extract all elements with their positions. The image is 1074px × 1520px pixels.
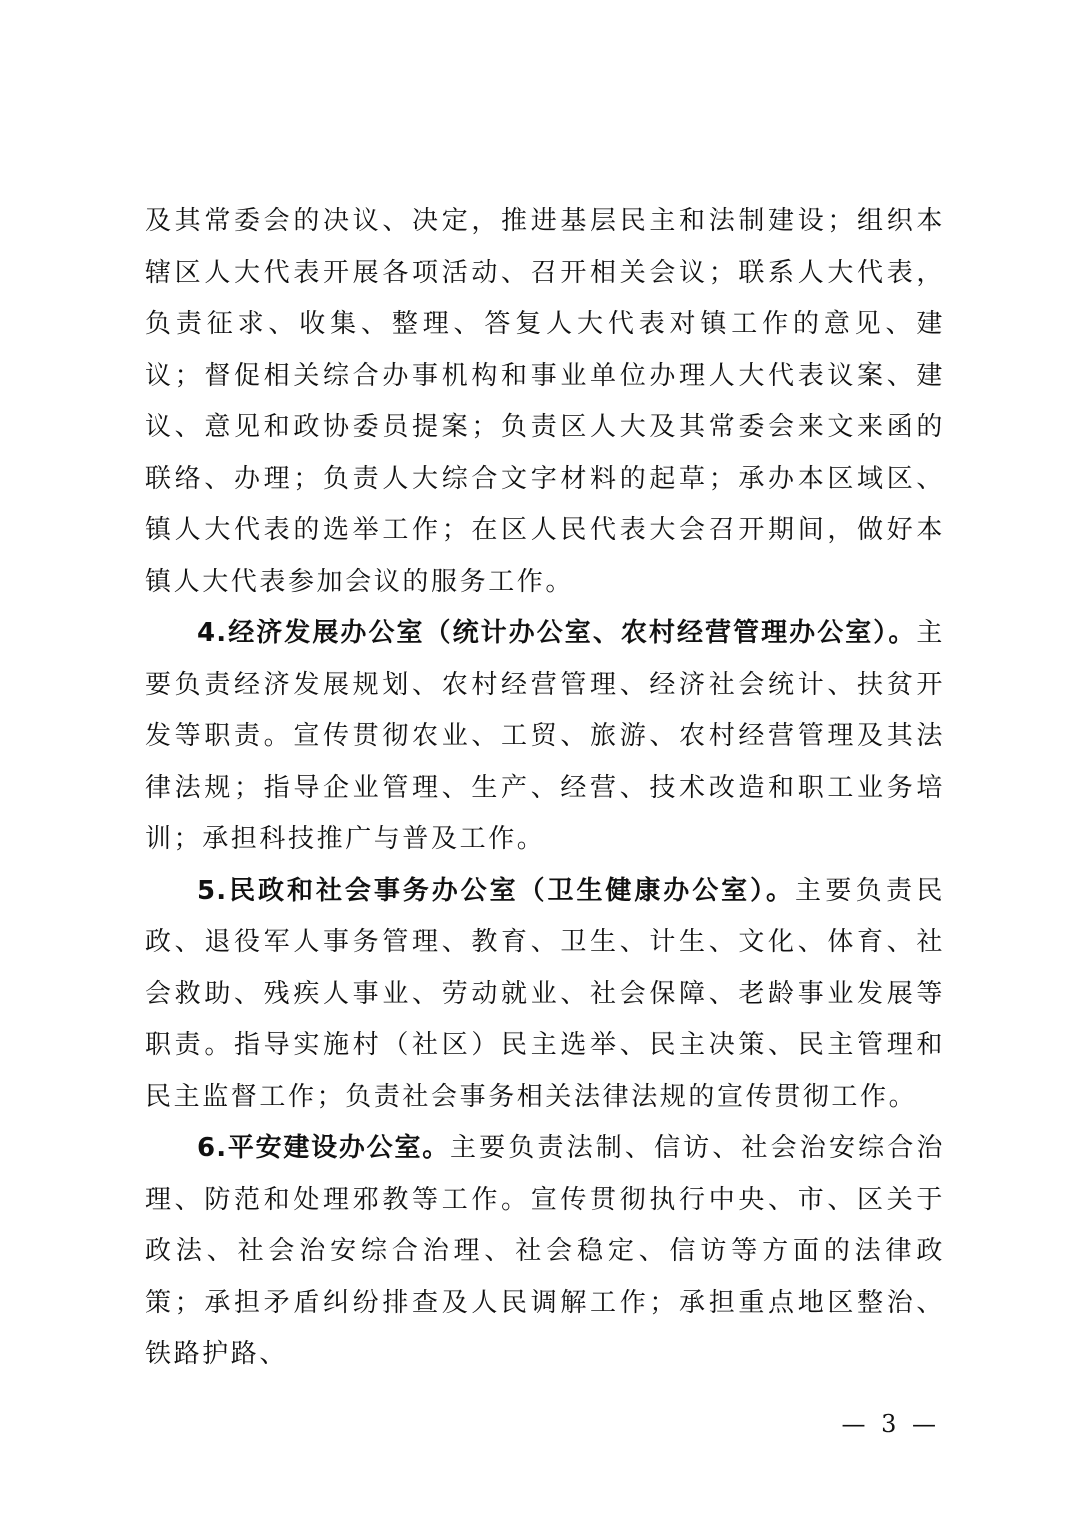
section-heading: 6.平安建设办公室。 [197, 1133, 450, 1163]
section-heading: 5.民政和社会事务办公室（卫生健康办公室）。 [197, 875, 796, 906]
paragraph-text: 及其常委会的决议、决定，推进基层民主和法制建设；组织本辖区人大代表开展各项活动、召开相关会议；联系人大代表，负责征求、收集、整理、答复人大代表对镇工作的意见、建议；督促相关综合办事机构和事业单位办理人大代表议案、建议、意见和政协委员提案；负责区人大及其常委会来文来函的联络、办理；负责人大综合文字材料的起草；承办本区域区、镇人大代表的选举工作；在区人民代表大会召开期间，做好本镇人大代表参加会议的服务工作。 [145, 206, 945, 597]
paragraph-economic-development-office [145, 608, 945, 866]
page-number: — 3 — [841, 1410, 940, 1438]
paragraph-public-security-office [145, 1123, 945, 1381]
paragraph-text: 主要负责民政、退役军人事务管理、教育、卫生、计生、文化、体育、社会救助、残疾人事业、劳动就业、社会保障、老龄事业发展等职责。指导实施村（社区）民主选举、民主决策、民主管理和民主监督工作；负责社会事务相关法律法规的宣传贯彻工作。 [145, 875, 945, 1112]
paragraph-civil-affairs-office [145, 866, 945, 1124]
paragraph-text: 主要负责法制、信访、社会治安综合治理、防范和处理邪教等工作。宣传贯彻执行中央、市、区关于政法、社会治安综合治理、社会稳定、信访等方面的法律政策；承担矛盾纠纷排查及人民调解工作；承担重点地区整治、铁路护路、 [145, 1133, 946, 1369]
paragraph-text: 主要负责经济发展规划、农村经营管理、经济社会统计、扶贫开发等职责。宣传贯彻农业、工贸、旅游、农村经营管理及其法律法规；指导企业管理、生产、经营、技术改造和职工业务培训；承担科技推广与普及工作。 [145, 618, 945, 854]
document-body [145, 196, 945, 1381]
paragraph-continuation [145, 196, 945, 608]
section-heading: 4.经济发展办公室（统计办公室、农村经营管理办公室）。 [197, 618, 917, 648]
